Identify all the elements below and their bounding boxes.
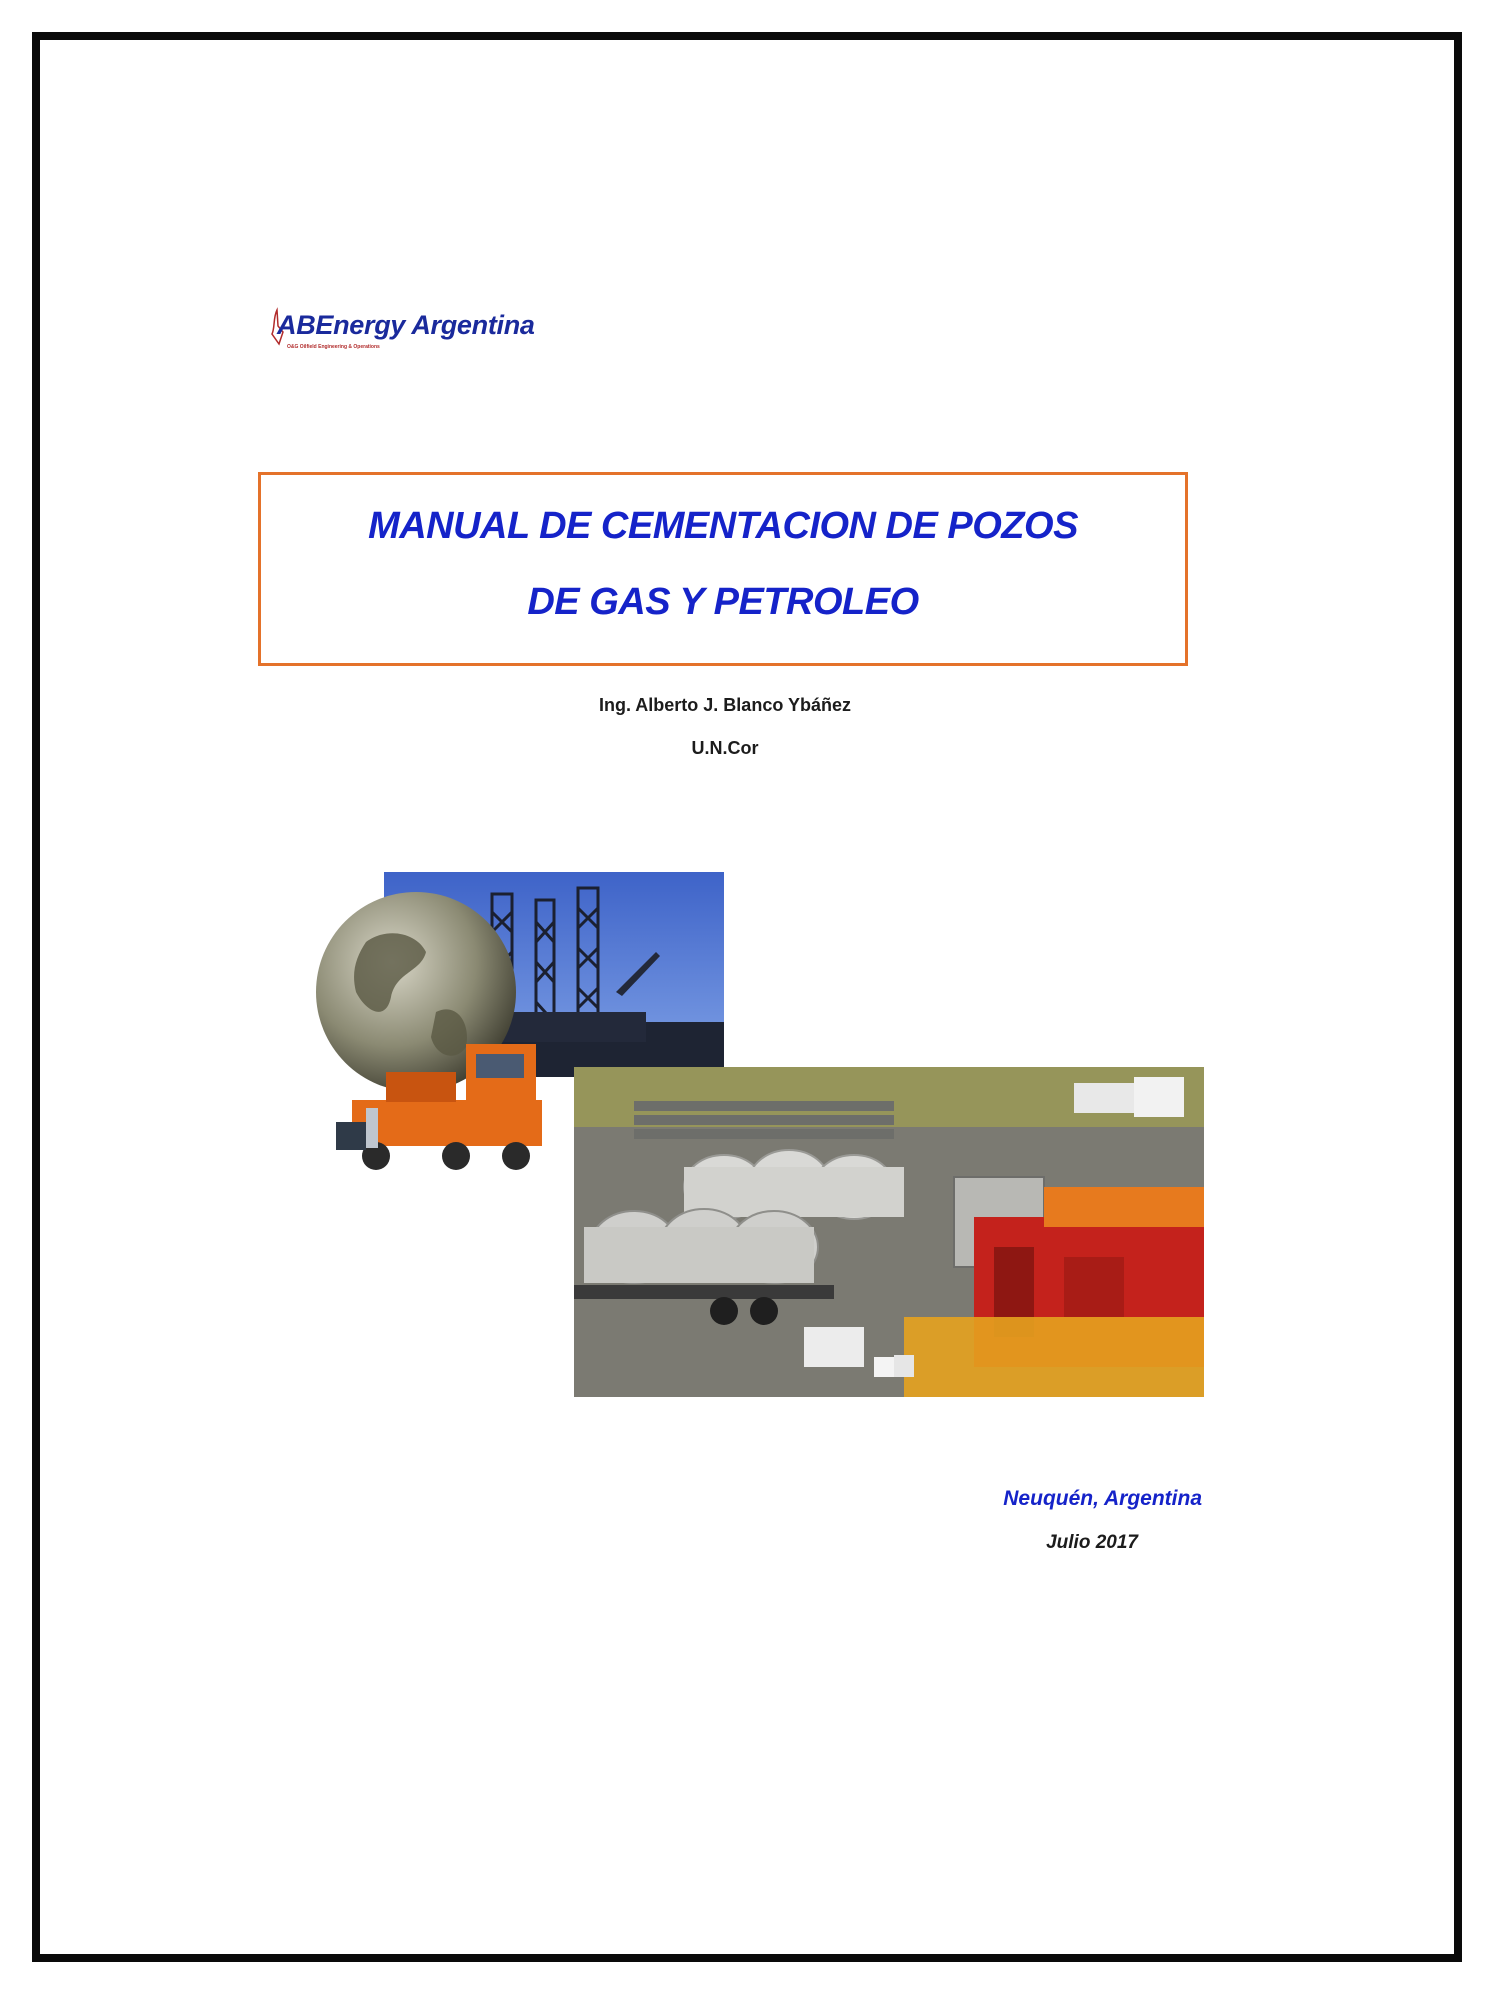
cementing-equipment-yard-image	[574, 1067, 1204, 1397]
author-affiliation: U.N.Cor	[691, 738, 759, 758]
page-border	[32, 32, 1462, 1962]
title-line-2: DE GAS Y PETROLEO	[527, 581, 919, 623]
company-logo	[275, 310, 565, 360]
publication-location: Neuquén, Argentina	[1003, 1487, 1202, 1510]
title-box	[258, 472, 1188, 666]
title-line-1: MANUAL DE CEMENTACION DE POZOS	[368, 505, 1078, 547]
publication-date: Julio 2017	[1046, 1532, 1138, 1553]
author-name: Ing. Alberto J. Blanco Ybáñez	[598, 695, 852, 715]
logo-name: ABEnergy Argentina	[277, 310, 535, 340]
logo-tagline: O&G Oilfield Engineering & Operations	[287, 344, 380, 350]
